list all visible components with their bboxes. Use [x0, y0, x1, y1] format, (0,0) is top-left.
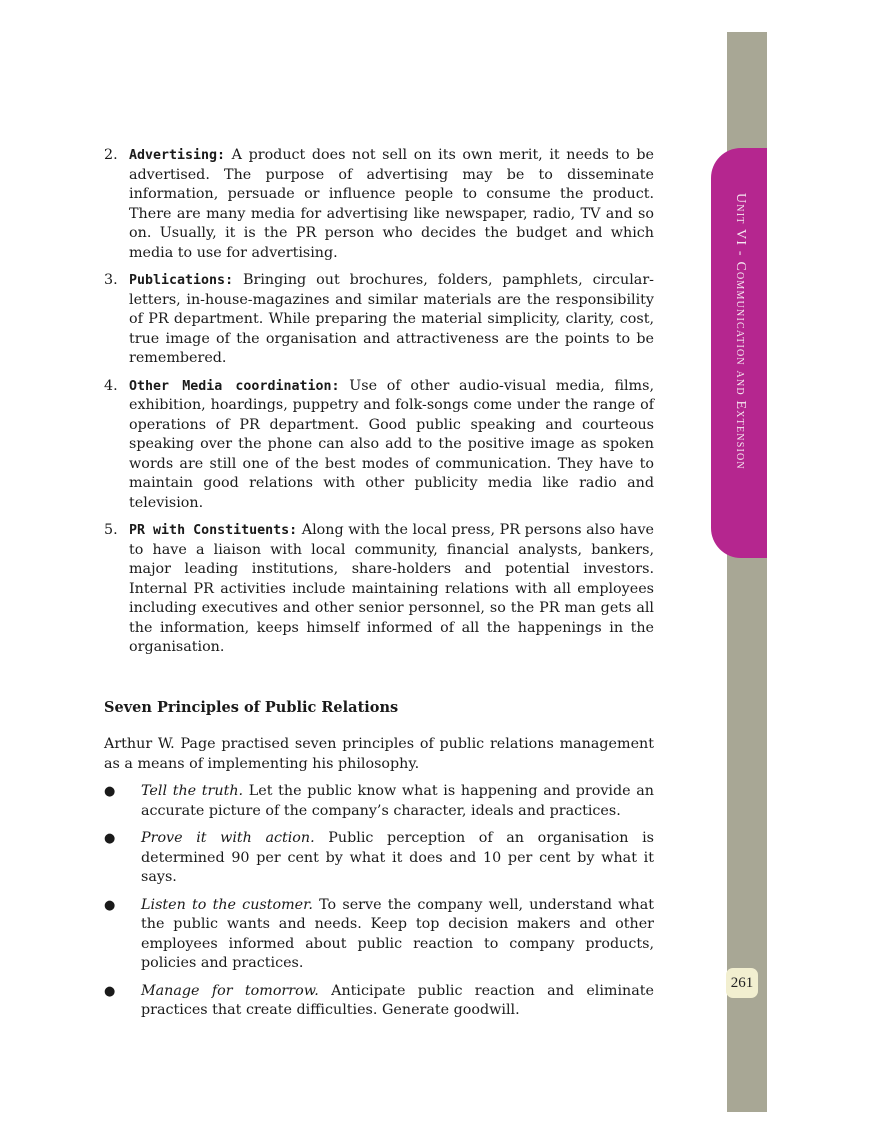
principle-lead: Listen to the customer.: [141, 896, 313, 913]
bullet-icon: ●: [104, 831, 116, 846]
bullet-icon: ●: [104, 897, 116, 913]
principles-list: [104, 782, 654, 1021]
bullet-icon: ●: [104, 983, 116, 999]
item-term: Publications:: [129, 273, 234, 288]
item-term: PR with Constituents:: [129, 523, 298, 538]
unit-title: Unit VI - Communication and Extension: [733, 193, 748, 470]
item-number: 5.: [104, 522, 118, 538]
item-text: Along with the local press, PR persons also have to have a liaison with local community, financial analysts, bankers, major leading institutions, share-holders and potential investors. Internal PR activities include maintaining relations with all employees including executives and other senior personnel, so the PR man gets all the information, keeps himself informed of all the happenings in the organisation.: [129, 522, 654, 655]
numbered-list: [104, 146, 654, 658]
item-text: A product does not sell on its own merit, it needs to be advertised. The purpose of advertising may be to disseminate information, persuade or influence people to consume the product. There are many media for advertising like newspaper, radio, TV and so on. Usually, it is the PR person who decides the budget and which media to use for advertising.: [129, 147, 654, 261]
item-number: 3.: [104, 272, 118, 288]
item-number: 2.: [104, 147, 118, 163]
item-text: Use of other audio-visual media, films, exhibition, hoardings, puppetry and folk-songs come under the range of operations of PR department. Good public speaking and courteous speaking over the phone can also add to the positive image as spoken words are still one of the best modes of communication. They have to maintain good relations with other publicity media like radio and television.: [129, 377, 654, 511]
list-item: [104, 377, 654, 514]
principle-text: To serve the company well, understand what the public wants and needs. Keep top decision makers and other employees informed about public reaction to company products, policies and practices.: [141, 896, 654, 971]
item-term: Other Media coordination:: [129, 378, 340, 394]
section-intro: Arthur W. Page practised seven principles of public relations management as a means of implementing his philosophy.: [104, 736, 654, 772]
principle-text: Public perception of an organisation is determined 90 per cent by what it does and 10 per cent by what it says.: [141, 830, 654, 885]
list-item: [104, 521, 654, 658]
principle-lead: Tell the truth.: [141, 783, 244, 799]
list-item: [104, 896, 654, 974]
item-number: 4.: [104, 377, 118, 394]
bullet-icon: ●: [104, 784, 116, 799]
section-heading: Seven Principles of Public Relations: [104, 698, 399, 716]
item-text: Bringing out brochures, folders, pamphlets, circular-letters, in-house-magazines and similar materials are the responsibility of PR department. While preparing the material simplicity, clarity, cost, true image of the organisation and attractiveness are the points to be remembered.: [129, 272, 654, 366]
page-content: [104, 146, 654, 1029]
list-item: [104, 782, 654, 821]
list-item: [104, 271, 654, 369]
principle-text: Let the public know what is happening and provide an accurate picture of the company’s character, ideals and practices.: [141, 783, 654, 819]
list-item: [104, 829, 654, 888]
page-number: 261: [726, 968, 758, 998]
principle-text: Anticipate public reaction and eliminate practices that create difficulties. Generate goodwill.: [141, 982, 654, 1018]
principle-lead: Manage for tomorrow.: [141, 982, 319, 999]
list-item: [104, 982, 654, 1021]
list-item: [104, 146, 654, 263]
principle-lead: Prove it with action.: [141, 830, 315, 846]
item-term: Advertising:: [129, 148, 226, 163]
